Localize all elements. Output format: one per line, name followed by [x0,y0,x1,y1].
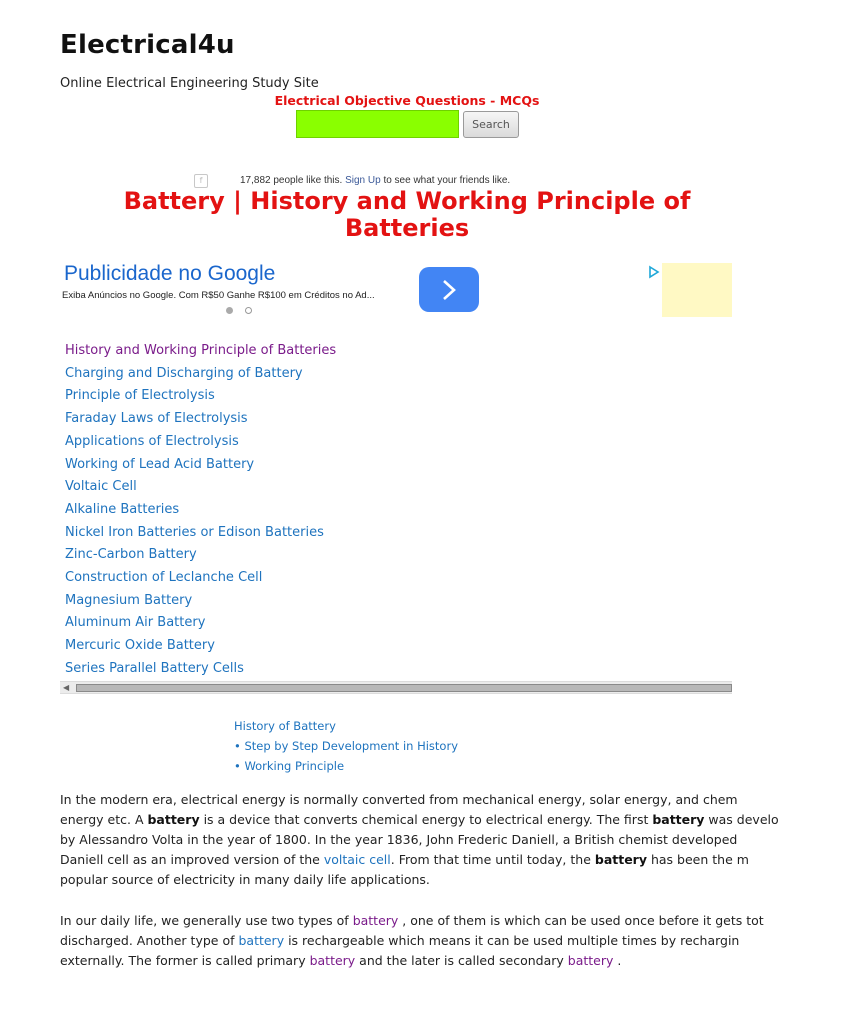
text-span: . From that time until today, the [390,852,595,867]
series-link[interactable]: Nickel Iron Batteries or Edison Batteries [65,524,324,540]
intro-paragraph [60,790,860,890]
scrollbar-thumb[interactable] [76,684,732,692]
series-link[interactable]: Voltaic Cell [65,479,137,495]
search-input[interactable] [296,110,459,138]
series-link[interactable]: Working of Lead Acid Battery [65,456,255,472]
series-link[interactable]: Alkaline Batteries [65,501,180,517]
battery-link[interactable]: battery [352,913,399,928]
series-link[interactable]: Principle of Electrolysis [65,388,215,404]
bold-term: battery [652,812,705,827]
ad-text[interactable]: Exiba Anúncios no Google. Com R$50 Ganhe R$100 em Créditos no Ad... [62,290,375,301]
text-span: , one of them is which can be used once before it gets tot [398,913,764,928]
bold-term: battery [147,812,200,827]
text-span: . [613,953,622,968]
series-link[interactable]: Series Parallel Battery Cells [65,660,244,676]
primary-battery-link[interactable]: battery [309,953,356,968]
scroll-left-arrow-icon[interactable]: ◀ [63,683,70,692]
adchoices-icon[interactable] [648,263,660,282]
text-span: energy etc. A [60,812,148,827]
series-link[interactable]: Mercuric Oxide Battery [65,638,215,654]
chevron-right-icon[interactable] [419,267,479,312]
series-link[interactable]: Aluminum Air Battery [65,615,206,631]
text-span: In our daily life, we generally use two types of [60,913,353,928]
ad-banner[interactable] [60,258,732,320]
like-icon[interactable]: f [194,174,208,188]
ad-title[interactable]: Publicidade no Google [64,262,276,285]
series-link[interactable]: Charging and Discharging of Battery [65,365,303,381]
paragraph-line [60,951,860,971]
paragraph-line [60,931,860,951]
site-tagline: Online Electrical Engineering Study Site [60,76,319,91]
toc-item[interactable]: • Step by Step Development in History [234,739,459,753]
table-of-contents [234,716,458,776]
horizontal-scrollbar[interactable] [60,681,732,694]
toc-item[interactable]: History of Battery [234,719,336,733]
series-link[interactable]: Magnesium Battery [65,592,193,608]
series-link[interactable]: Construction of Leclanche Cell [65,570,263,586]
series-link[interactable]: Faraday Laws of Electrolysis [65,411,248,427]
text-span: is rechargeable which means it can be used multiple times by rechargin [284,933,740,948]
paragraph-line: popular source of electricity in many daily life applications. [60,872,430,887]
text-span: is a device that converts chemical energy to electrical energy. The first [199,812,653,827]
article-title: Battery | History and Working Principle of Batteries [123,187,691,242]
text-span: was develo [704,812,779,827]
ad-side-panel[interactable] [662,263,732,317]
text-span: discharged. Another type of [60,933,239,948]
bold-term: battery [594,852,647,867]
series-link[interactable]: History and Working Principle of Batteries [65,343,337,358]
paragraph-line [60,810,860,830]
text-span: has been the m [647,852,749,867]
ad-carousel-dot-active[interactable] [226,307,233,314]
paragraph-line [60,850,860,870]
toc-item[interactable]: • Working Principle [234,759,345,773]
text-span: Daniell cell as an improved version of the [60,852,324,867]
paragraph-line: In the modern era, electrical energy is normally converted from mechanical energy, solar energy, and chem [60,792,738,807]
ad-carousel-dot[interactable] [245,307,252,314]
like-count-text: 17,882 people like this. [240,175,343,186]
paragraph-line [60,911,860,931]
series-link[interactable]: Zinc-Carbon Battery [65,547,197,563]
series-link[interactable]: Applications of Electrolysis [65,433,239,449]
text-span: externally. The former is called primary [60,953,310,968]
mcq-link[interactable]: Electrical Objective Questions - MCQs [274,93,540,108]
voltaic-cell-link[interactable]: voltaic cell [323,852,391,867]
battery-series-list [65,340,336,681]
facebook-like-row [240,175,510,186]
text-span: and the later is called secondary [355,953,568,968]
paragraph-line: by Alessandro Volta in the year of 1800. In the year 1836, John Frederic Daniell, a British chemist developed [60,832,738,847]
types-paragraph [60,911,860,971]
site-title[interactable]: Electrical4u [60,30,235,60]
signup-link[interactable]: Sign Up [345,175,381,186]
search-button[interactable]: Search [463,111,519,138]
battery-link[interactable]: battery [238,933,285,948]
secondary-battery-link[interactable]: battery [567,953,614,968]
like-suffix-text: to see what your friends like. [383,175,511,186]
